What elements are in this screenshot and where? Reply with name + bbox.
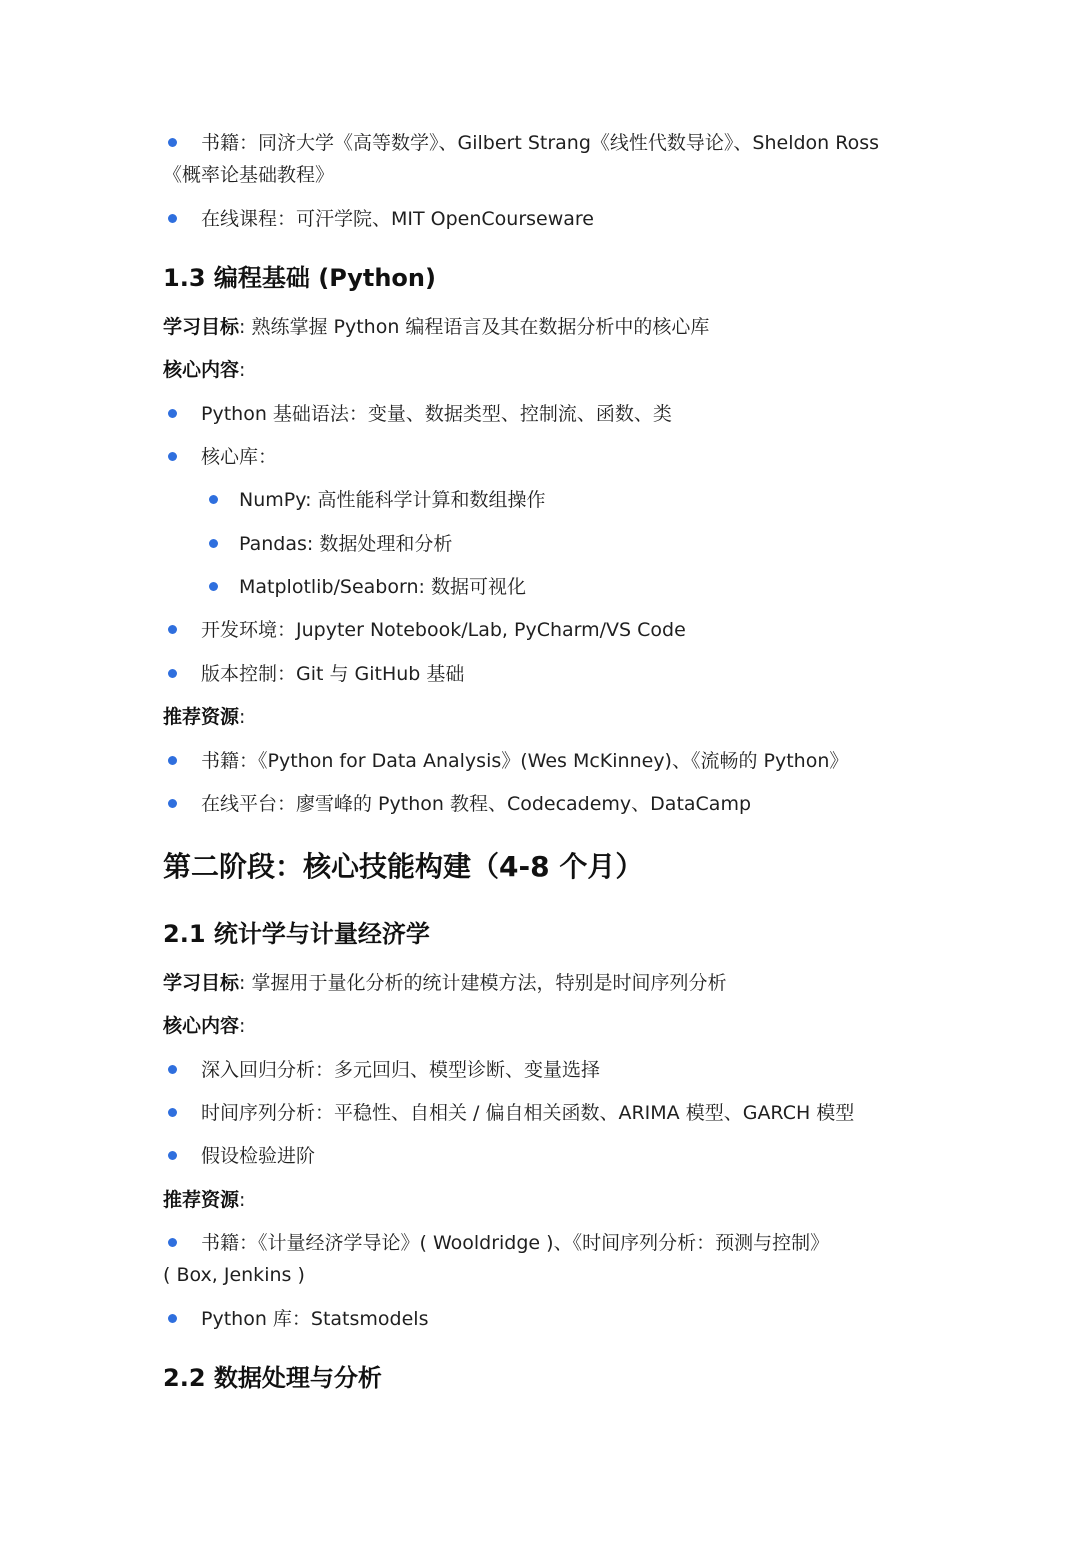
resources-label-line: [163, 1184, 245, 1216]
list-item-continuation: 《概率论基础教程》: [163, 164, 335, 186]
section-heading: 2.1 统计学与计量经济学: [163, 920, 430, 948]
list-item: 书籍：同济大学《高等数学》、Gilbert Strang《线性代数导论》、Sheldon Ross: [201, 132, 880, 154]
list-item: 核心库：: [201, 446, 278, 468]
content-label: 核心内容: [163, 359, 240, 381]
goal-text: : 掌握用于量化分析的统计建模方法，特别是时间序列分析: [239, 972, 727, 994]
colon: :: [239, 1189, 246, 1211]
bullet-icon: [168, 756, 177, 765]
goal-line: [163, 967, 726, 999]
resources-label-line: [163, 701, 245, 733]
content-label-line: [163, 1010, 245, 1042]
bullet-icon: [209, 539, 218, 548]
bullet-icon: [168, 1151, 177, 1160]
bullet-icon: [168, 214, 177, 223]
sub-list-item: Matplotlib/Seaborn: 数据可视化: [239, 576, 526, 598]
stage-heading: 第二阶段：核心技能构建（4-8 个月）: [163, 850, 644, 883]
list-item: Python 基础语法：变量、数据类型、控制流、函数、类: [201, 403, 672, 425]
bullet-icon: [209, 582, 218, 591]
bullet-icon: [168, 1065, 177, 1074]
bullet-icon: [168, 409, 177, 418]
bullet-icon: [168, 1108, 177, 1117]
list-item: 假设检验进阶: [201, 1145, 316, 1167]
list-item: 在线平台：廖雪峰的 Python 教程、Codecademy、DataCamp: [201, 793, 752, 815]
content-label-line: [163, 354, 245, 386]
bullet-icon: [168, 1238, 177, 1247]
colon: :: [239, 706, 246, 728]
list-item: 书籍：《Python for Data Analysis》(Wes McKinney)、《流畅的 Python》: [201, 750, 849, 772]
goal-label: 学习目标: [163, 316, 240, 338]
goal-line: [163, 311, 709, 343]
goal-label: 学习目标: [163, 972, 240, 994]
colon: :: [239, 359, 246, 381]
bullet-icon: [168, 452, 177, 461]
list-item: 开发环境：Jupyter Notebook/Lab, PyCharm/VS Code: [201, 619, 686, 641]
sub-list-item: NumPy: 高性能科学计算和数组操作: [239, 489, 546, 511]
list-item: 在线课程：可汗学院、MIT OpenCourseware: [201, 208, 594, 230]
resources-label: 推荐资源: [163, 1189, 240, 1211]
section-heading: 2.2 数据处理与分析: [163, 1364, 382, 1392]
list-item-continuation: ( Box, Jenkins ): [163, 1264, 305, 1286]
list-item: 时间序列分析：平稳性、自相关 / 偏自相关函数、ARIMA 模型、GARCH 模型: [201, 1102, 855, 1124]
list-item: Python 库：Statsmodels: [201, 1308, 429, 1330]
bullet-icon: [209, 495, 218, 504]
list-item: 版本控制：Git 与 GitHub 基础: [201, 663, 465, 685]
bullet-icon: [168, 799, 177, 808]
bullet-icon: [168, 1314, 177, 1323]
resources-label: 推荐资源: [163, 706, 240, 728]
list-item: 深入回归分析：多元回归、模型诊断、变量选择: [201, 1059, 601, 1081]
list-item: 书籍：《计量经济学导论》( Wooldridge )、《时间序列分析：预测与控制》: [201, 1232, 830, 1254]
colon: :: [239, 1015, 246, 1037]
bullet-icon: [168, 669, 177, 678]
bullet-icon: [168, 625, 177, 634]
bullet-icon: [168, 138, 177, 147]
sub-list-item: Pandas: 数据处理和分析: [239, 533, 453, 555]
section-heading: 1.3 编程基础 (Python): [163, 264, 436, 292]
content-label: 核心内容: [163, 1015, 240, 1037]
goal-text: : 熟练掌握 Python 编程语言及其在数据分析中的核心库: [239, 316, 710, 338]
